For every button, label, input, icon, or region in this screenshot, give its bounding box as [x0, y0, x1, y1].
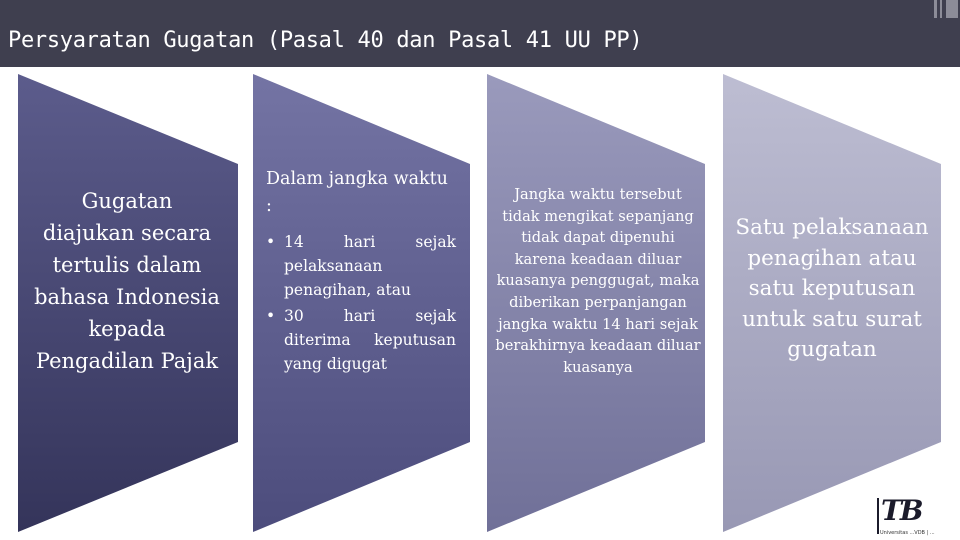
- step-4-text: Satu pelaksanaan penagihan atau satu keputusan untuk satu surat gugatan: [735, 215, 929, 362]
- logo-mark: TB: [881, 494, 922, 527]
- logo-caption: Universitas ...VDB | ...: [880, 530, 935, 536]
- step-3-text: Jangka waktu tersebut tidak mengikat sepanjang tidak dapat dipenuhi karena keadaan diluar kuasanya penggugat, maka diberikan perpanjangan jangka waktu 14 hari sejak berakhirnya keadaan diluar kuasanya: [495, 186, 701, 376]
- step-2-bullet-2: 30 hari sejak diterima keputusan yang digugat: [284, 307, 456, 373]
- step-2-lead: Dalam jangka waktu :: [266, 169, 448, 216]
- step-1-text: Gugatan diajukan secara tertulis dalam bahasa Indonesia kepada Pengadilan Pajak: [34, 189, 220, 373]
- slide-title: Persyaratan Gugatan (Pasal 40 dan Pasal 41 UU PP): [8, 28, 643, 53]
- step-2-content: [266, 166, 456, 378]
- step-2-bullet-list: [266, 230, 456, 376]
- logo: [876, 494, 948, 540]
- step-2-bullet-1: 14 hari sejak pelaksanaan penagihan, atau: [284, 233, 456, 299]
- list-item: [266, 230, 456, 302]
- bullet-icon: •: [266, 307, 276, 325]
- list-item: [266, 304, 456, 376]
- logo-bar: [877, 498, 879, 534]
- bullet-icon: •: [266, 233, 276, 251]
